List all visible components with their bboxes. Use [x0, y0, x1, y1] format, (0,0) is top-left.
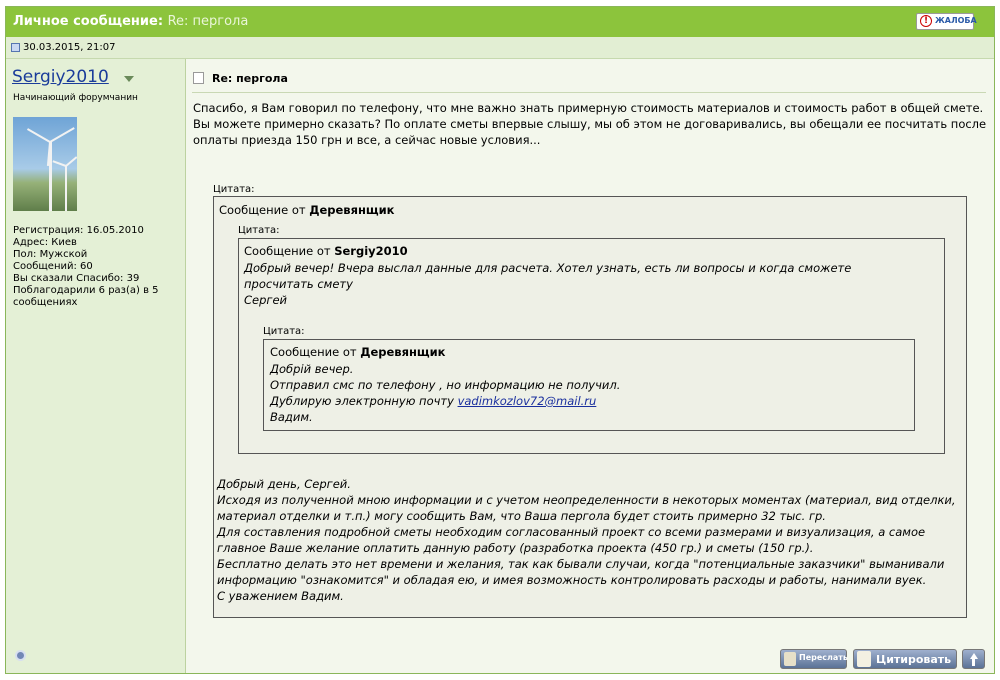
dropdown-arrow-icon[interactable]: [124, 76, 134, 82]
quote-block-middle: [238, 238, 945, 454]
quote-text: Добрый вечер! Вчера выслал данные для расчета. Хотел узнать, есть ли вопросы и когда сможете просчитать смету Сергей: [244, 261, 852, 307]
user-info-thanks-given: Вы сказали Спасибо: 39: [13, 273, 140, 284]
quote-author: Sergiy2010: [334, 244, 408, 258]
user-sidebar: [6, 59, 186, 673]
report-button[interactable]: [916, 13, 977, 30]
username-link[interactable]: Sergiy2010: [12, 67, 109, 87]
post-title: Re: пергола: [212, 72, 288, 85]
quote-button[interactable]: [853, 649, 957, 669]
window-title-label: Личное сообщение:: [13, 14, 164, 29]
scroll-top-button[interactable]: [962, 649, 985, 669]
user-info-gender: Пол: Мужской: [13, 249, 88, 260]
divider: [192, 92, 986, 93]
quote-header: Сообщение от Sergiy2010: [244, 244, 408, 258]
message-window: [5, 6, 995, 674]
quote-label: Цитировать: [876, 653, 952, 666]
user-info-registration: Регистрация: 16.05.2010: [13, 225, 144, 236]
quote-header: Сообщение от Деревянщик: [219, 203, 395, 217]
quote-label: Цитата:: [263, 326, 305, 337]
quote-label: Цитата:: [213, 184, 255, 195]
quote-header: Сообщение от Деревянщик: [270, 345, 446, 359]
email-link[interactable]: vadimkozlov72@mail.ru: [457, 394, 597, 408]
quote-text: Добрый день, Сергей. Исходя из полученной мною информации и с учетом неопределенности в некоторых моментах (материал, вид отделки, материал отделки и т.п.) могу сообщить Вам, что Ваша пергола будет стоить примерно 32 тыс. гр. Для составления подробной сметы необходим согласованный проект со всеми размерами и визуализация, а самое главное Ваше желание оплатить данную работу (разработка проекта (450 гр.) и сметы (150 гр.). Бесплатно делать это нет времени и желания, так как бывали случаи, когда "потенциальные заказчики" выманивали информацию "ознакомится" и обладая ею, и имея возможность контролировать расходы и работы, нанимали вуек. С уважением Вадим.: [217, 477, 956, 603]
quote-icon: [857, 651, 871, 667]
date-icon: [11, 43, 20, 52]
user-info-posts: Сообщений: 60: [13, 261, 93, 272]
forward-button[interactable]: [780, 649, 847, 669]
online-status-icon: [15, 650, 26, 661]
user-info: [13, 225, 181, 309]
user-info-address: Адрес: Киев: [13, 237, 77, 248]
quote-text: Добрій вечер. Отправил смс по телефону , но информацию не получил. Дублирую электронную почту vadimkozlov72@mail.ru Вадим.: [270, 362, 621, 424]
post-icon: [193, 72, 204, 84]
post-date: 30.03.2015, 21:07: [23, 42, 116, 53]
user-info-thanks-received: Поблагодарили 6 раз(а) в 5 сообщениях: [13, 285, 159, 308]
quote-author: Деревянщик: [360, 345, 446, 359]
avatar: [13, 117, 77, 211]
forward-icon: [784, 652, 796, 666]
quote-block-inner: [263, 339, 915, 431]
window-title: [13, 14, 248, 29]
window-subtitle: Re: пергола: [167, 14, 249, 29]
quote-author: Деревянщик: [309, 203, 395, 217]
report-icon: !: [920, 15, 932, 27]
title-bar: [6, 7, 994, 37]
post-body: Спасибо, я Вам говорил по телефону, что мне важно знать примерную стоимость материалов и стоимость работ в общей смете. Вы можете примерно сказать? По оплате сметы впервые слышу, мы об этом не договаривались, вы обещали ее посчитать после оплаты приезда 150 грн и все, а сейчас новые условия...: [193, 101, 987, 147]
quote-block-outer: [213, 196, 967, 618]
forward-label: Переслать: [799, 653, 848, 662]
quote-label: Цитата:: [238, 225, 280, 236]
report-label: ЖАЛОБА: [935, 16, 977, 25]
post-content: [186, 59, 994, 673]
user-rank: Начинающий форумчанин: [13, 93, 138, 103]
date-bar: [6, 37, 994, 59]
